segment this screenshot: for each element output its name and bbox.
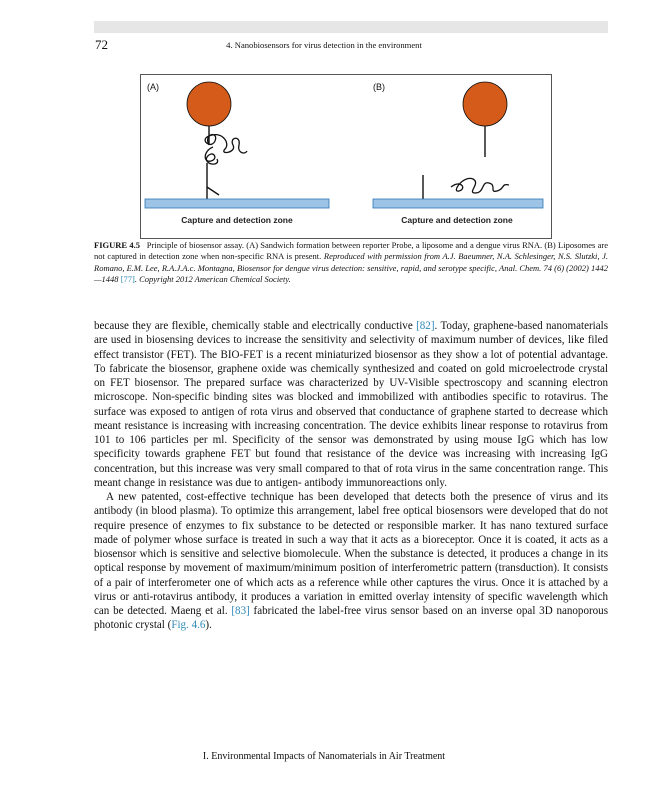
paragraph-1 (94, 319, 608, 490)
p2-text-c: ). (205, 619, 212, 632)
p1-text-b: . Today, graphene-based nanomaterials are used in biosensing devices to increase the sensitivity and selectivity of maximum number of devices, like filed effect transistor (FET). The BIO-FET is a recent miniaturized biosensor as they show a lot of potential advantage. To fabricate the biosensor, graphene oxide was chemically synthesized and coated on gold microelectrode crystal on FET biosensor. The prepared surface was characterized by UV-Visible spectroscopy and scanning electron microscope. Non-specific binding sites was blocked and immobilized with antibodies specific to rotavirus. The surface was exposed to antigen of rota virus and observed that conductance of graphene started to decrease which meant resistance is increasing with increasing concentration. The device exhibits linear response to rotavirus from 101 to 106 particles per ml. Specificity of the sensor was demonstrated by using mouse IgG which has low specificity towards graphene FET but found that resistance of the device was increasing with increasing IgG concentration, but this increase was very small compared to that of rota virus in the same concentration range. This meant change in resistance was due to antigen- antibody immunoreactions only. (94, 320, 608, 489)
header-bar (94, 21, 608, 33)
page-number: 72 (95, 37, 108, 52)
nonspecific-rna-b (451, 178, 509, 193)
zone-label-b: Capture and detection zone (401, 215, 513, 225)
body-text (94, 319, 608, 633)
liposome-b (463, 82, 507, 126)
caption-ref-link[interactable]: [77] (120, 273, 135, 284)
ref-link-82[interactable]: [82] (416, 320, 435, 332)
figure-link-4-6[interactable]: Fig. 4.6 (171, 619, 206, 632)
capture-zone-bar-b (373, 199, 543, 208)
figure-4-5 (140, 74, 552, 239)
running-title: 4. Nanobiosensors for virus detection in the environment (226, 40, 422, 50)
paragraph-2 (94, 490, 608, 633)
panel-b-label: (B) (373, 82, 385, 92)
p2-text-b: fabricated the label-free virus sensor based on an inverse opal 3D nanoporous photonic crystal ( (94, 605, 608, 632)
p2-text-a: A new patented, cost-effective technique has been developed that detects both the presence of virus and its antibody (in blood plasma). To optimize this arrangement, label free optical biosensors were developed that do not require presence of enzymes to fix substance to be detected or responsible marker. It has nano textured surface made of polymer whose surface is treated in such a way that it acts as a bioreceptor. Once it is coated, it acts as a biosensor which is sensitive and selective biomolecule. When the substance is detected, it produces a change in its optical response by movement of maximum/minimum position of interferometric pattern (transduction). It consists of a pair of interferometer one of which acts as a reference while other captures the virus. Once it is attached by a virus or anti-rotavirus antibody, it produces a variation in emitted overlay intensity of specific wavelength which can be detected. Maeng et al. (94, 491, 608, 617)
zone-label-a: Capture and detection zone (181, 215, 293, 225)
capture-zone-bar-a (145, 199, 329, 208)
panel-a-label: (A) (147, 82, 159, 92)
caption-copyright: . Copyright 2012 American Chemical Society. (134, 273, 291, 284)
caption-text: Principle of biosensor assay. (A) Sandwich formation between reporter Probe, a liposome and a dengue virus RNA. (B) Liposomes are not captured in detection zone when non-specific RNA is present. (94, 240, 608, 262)
liposome-a (187, 82, 231, 126)
caption-label: FIGURE 4.5 (94, 240, 140, 250)
p1-text-a: because they are flexible, chemically stable and electrically conductive (94, 320, 417, 332)
figure-diagram (141, 75, 551, 238)
caption-credit: Reproduced with permission from A.J. Baeumner, N.A. Schlesinger, N.S. Slutzki, J. Romano, E.M. Lee, R.A.J.A.c. Montagna, Biosensor for dengue virus detection: sensitive, rapid, and serotype specific, Anal. Chem. 74 (6) (2002) 1442—1448 (94, 251, 609, 284)
page-footer: I. Environmental Impacts of Nanomaterials in Air Treatment (202, 751, 446, 762)
ref-link-83[interactable]: [83] (231, 605, 250, 617)
figure-caption (94, 240, 608, 285)
capture-probe-a-tail (207, 187, 219, 195)
virus-rna-a (205, 135, 247, 165)
